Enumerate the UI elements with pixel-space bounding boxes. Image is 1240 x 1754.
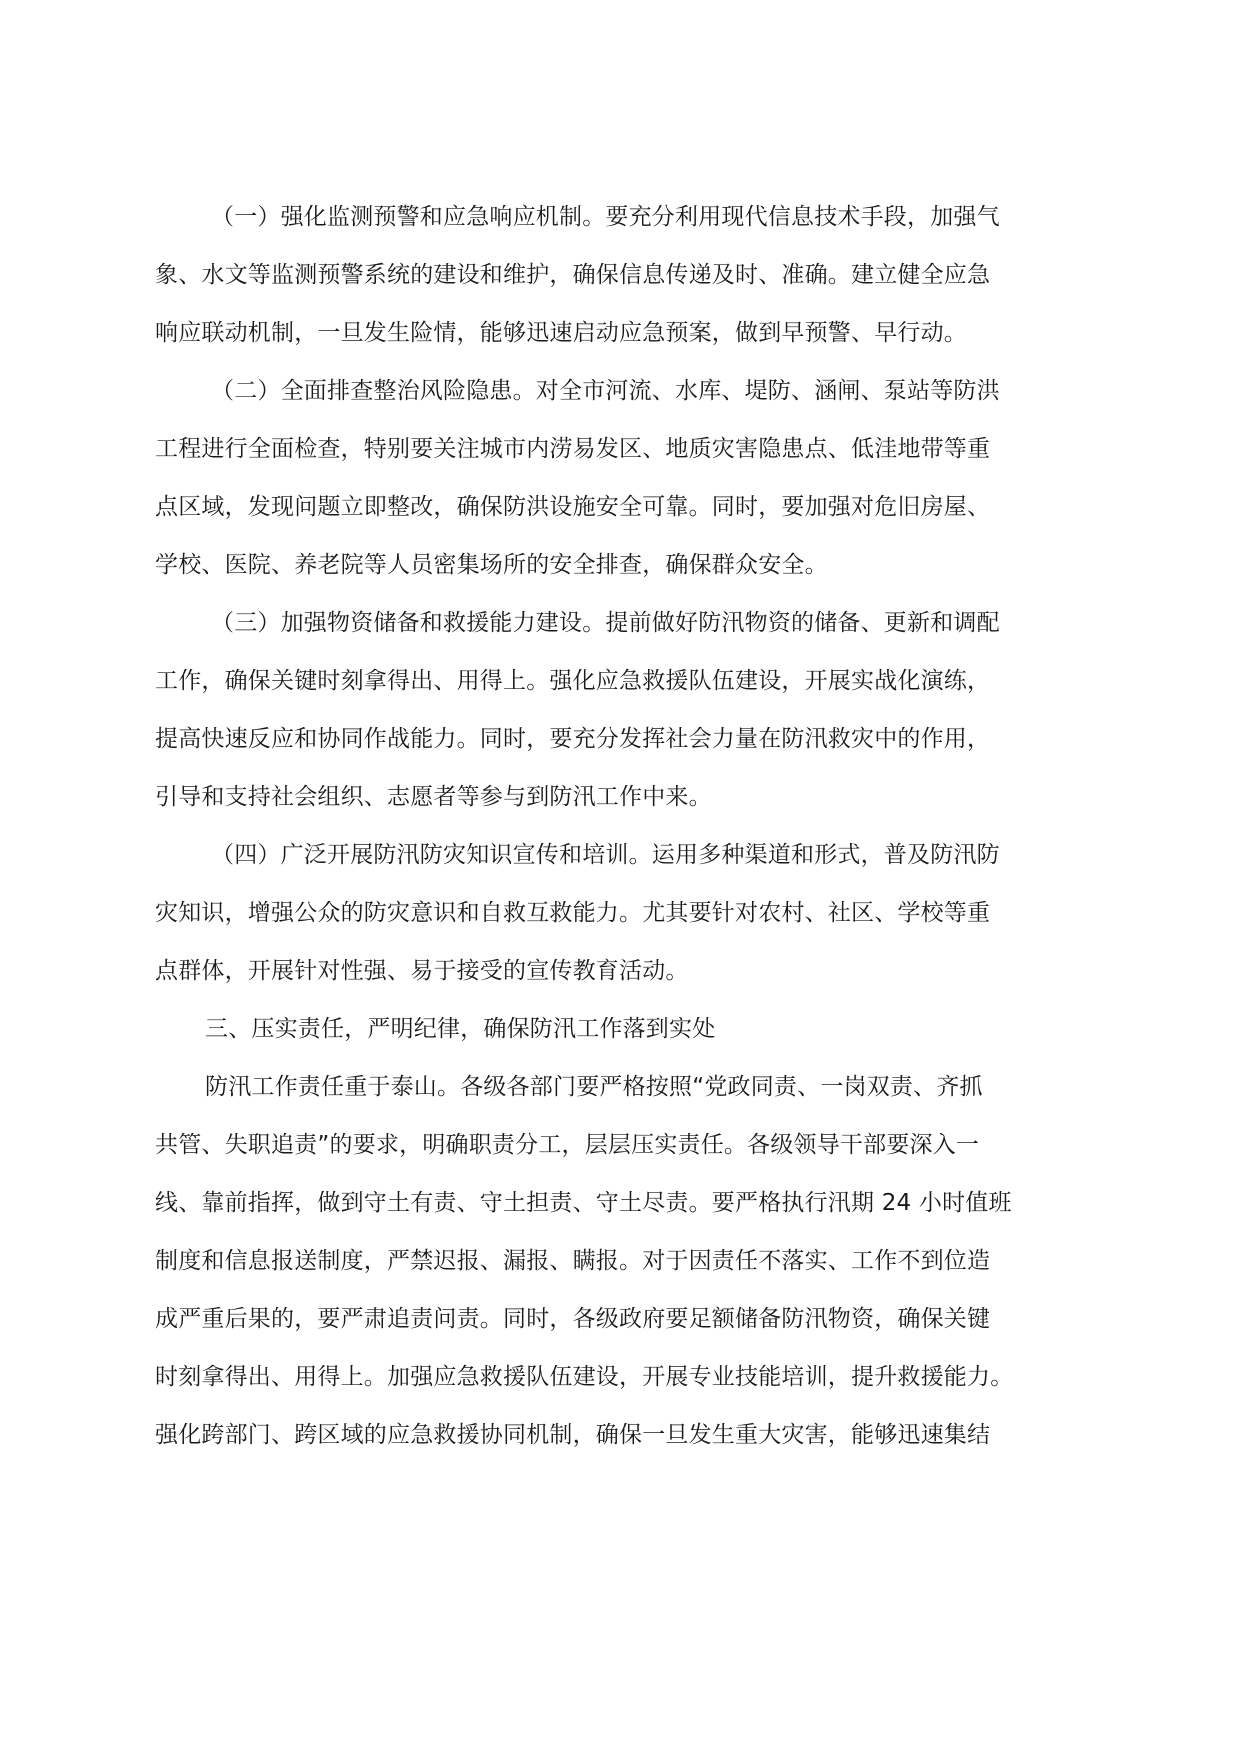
paragraph-2-line-4: 学校、医院、养老院等人员密集场所的安全排查，确保群众安全。 <box>155 552 828 578</box>
paragraph-5-line-4: 制度和信息报送制度，严禁迟报、漏报、瞒报。对于因责任不落实、工作不到位造 <box>155 1248 991 1274</box>
paragraph-2-line-3: 点区域，发现问题立即整改，确保防洪设施安全可靠。同时，要加强对危旧房屋、 <box>155 494 991 520</box>
paragraph-4-line-1: （四）广泛开展防汛防灾知识宣传和培训。运用多种渠道和形式，普及防汛防 <box>211 842 1000 868</box>
paragraph-5-line-1: 防汛工作责任重于泰山。各级各部门要严格按照“党政同责、一岗双责、齐抓 <box>205 1074 983 1100</box>
paragraph-1-line-1: （一）强化监测预警和应急响应机制。要充分利用现代信息技术手段，加强气 <box>211 204 1000 230</box>
paragraph-2-line-1: （二）全面排查整治风险隐患。对全市河流、水库、堤防、涵闸、泵站等防洪 <box>211 378 1000 404</box>
paragraph-5-line-6: 时刻拿得出、用得上。加强应急救援队伍建设，开展专业技能培训，提升救援能力。 <box>155 1364 1014 1390</box>
paragraph-1-line-3: 响应联动机制，一旦发生险情，能够迅速启动应急预案，做到早预警、早行动。 <box>155 320 967 346</box>
paragraph-5-line-5: 成严重后果的，要严肃追责问责。同时，各级政府要足额储备防汛物资，确保关键 <box>155 1306 991 1332</box>
paragraph-4-line-2: 灾知识，增强公众的防灾意识和自救互救能力。尤其要针对农村、社区、学校等重 <box>155 900 991 926</box>
section-heading: 三、压实责任，严明纪律，确保防汛工作落到实处 <box>205 1016 716 1042</box>
paragraph-3-line-1: （三）加强物资储备和救援能力建设。提前做好防汛物资的储备、更新和调配 <box>211 610 1000 636</box>
paragraph-5-line-3: 线、靠前指挥，做到守土有责、守土担责、守土尽责。要严格执行汛期 24 小时值班 <box>155 1190 1012 1216</box>
paragraph-5-line-2: 共管、失职追责”的要求，明确职责分工，层层压实责任。各级领导干部要深入一 <box>155 1132 980 1158</box>
paragraph-3-line-3: 提高快速反应和协同作战能力。同时，要充分发挥社会力量在防汛救灾中的作用， <box>155 726 991 752</box>
paragraph-3-line-4: 引导和支持社会组织、志愿者等参与到防汛工作中来。 <box>155 784 712 810</box>
paragraph-5-line-7: 强化跨部门、跨区域的应急救援协同机制，确保一旦发生重大灾害，能够迅速集结 <box>155 1422 991 1448</box>
paragraph-1-line-2: 象、水文等监测预警系统的建设和维护，确保信息传递及时、准确。建立健全应急 <box>155 262 991 288</box>
paragraph-2-line-2: 工程进行全面检查，特别要关注城市内涝易发区、地质灾害隐患点、低洼地带等重 <box>155 436 991 462</box>
paragraph-4-line-3: 点群体，开展针对性强、易于接受的宣传教育活动。 <box>155 958 689 984</box>
paragraph-3-line-2: 工作，确保关键时刻拿得出、用得上。强化应急救援队伍建设，开展实战化演练， <box>155 668 991 694</box>
